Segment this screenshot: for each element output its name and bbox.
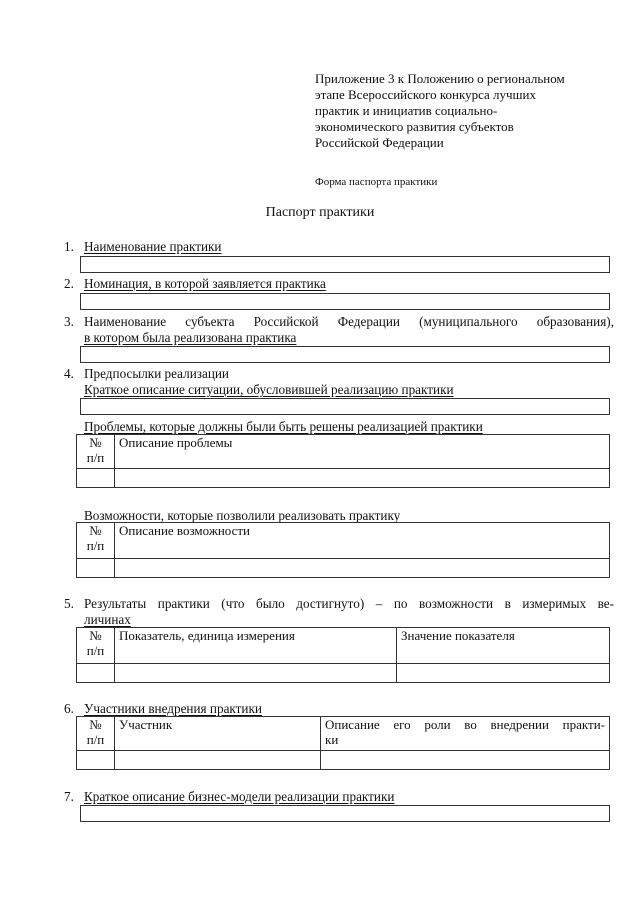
table-cell[interactable]	[321, 751, 610, 770]
column-header-opportunity: Описание возможности	[115, 523, 610, 559]
section-label: Номинация, в которой заявляется практика	[84, 276, 326, 291]
section-label: Краткое описание бизнес-модели реализации практики	[84, 789, 395, 804]
section-label: Участники внедрения практики	[84, 701, 262, 716]
section-1-field[interactable]	[80, 256, 610, 273]
section-4-field[interactable]	[80, 398, 610, 415]
section-3-heading	[64, 314, 614, 346]
table-cell[interactable]	[77, 664, 115, 683]
section-7-field[interactable]	[80, 805, 610, 822]
table-cell[interactable]	[115, 664, 397, 683]
column-header-number: № п/п	[77, 717, 115, 751]
section-4-sub1: Краткое описание ситуации, обусловившей реализацию практики	[84, 382, 454, 397]
column-header-value: Значение показателя	[397, 628, 610, 664]
column-header-role: Описание его роли во внедрении практи- ки	[321, 717, 610, 751]
section-7-heading	[64, 789, 394, 805]
header-line: этапе Всероссийского конкурса лучших	[315, 87, 537, 102]
results-table	[76, 627, 610, 683]
section-label-line2: в котором была реализована практика	[84, 330, 297, 345]
section-2-field[interactable]	[80, 293, 610, 310]
section-number: 1.	[64, 239, 74, 254]
section-label-line2: личинах	[84, 612, 131, 627]
section-4-heading	[64, 366, 229, 382]
section-number: 4.	[64, 366, 74, 381]
section-label-line1: Результаты практики (что было достигнуто) – по возможности в измеримых ве-	[84, 596, 614, 611]
section-label-line1: Наименование субъекта Российской Федерации (муниципального образования),	[84, 314, 614, 329]
column-header-number: № п/п	[77, 628, 115, 664]
section-2-heading	[64, 276, 326, 292]
section-6-heading	[64, 701, 262, 717]
section-number: 2.	[64, 276, 74, 291]
section-number: 6.	[64, 701, 74, 716]
page-title: Паспорт практики	[265, 205, 375, 220]
section-4-sub3: Возможности, которые позволили реализовать практику	[84, 508, 401, 523]
column-header-indicator: Показатель, единица измерения	[115, 628, 397, 664]
table-cell[interactable]	[77, 559, 115, 578]
header-line: Приложение 3 к Положению о региональном	[315, 71, 565, 86]
column-header-participant: Участник	[115, 717, 321, 751]
column-header-number: № п/п	[77, 435, 115, 469]
header-line: практик и инициатив социально-	[315, 103, 498, 118]
table-cell[interactable]	[397, 664, 610, 683]
table-cell[interactable]	[77, 469, 115, 488]
table-cell[interactable]	[115, 559, 610, 578]
section-1-heading	[64, 239, 221, 255]
column-header-problem: Описание проблемы	[115, 435, 610, 469]
section-number: 7.	[64, 789, 74, 804]
section-3-field[interactable]	[80, 346, 610, 363]
header-line: Российской Федерации	[315, 135, 444, 150]
section-number: 5.	[64, 596, 74, 611]
appendix-header	[315, 71, 615, 151]
header-line: экономического развития субъектов	[315, 119, 514, 134]
table-cell[interactable]	[115, 751, 321, 770]
table-cell[interactable]	[77, 751, 115, 770]
column-header-number: № п/п	[77, 523, 115, 559]
section-number: 3.	[64, 314, 74, 329]
table-cell[interactable]	[115, 469, 610, 488]
section-label: Предпосылки реализации	[84, 366, 229, 381]
section-4-sub2: Проблемы, которые должны были быть решены реализацией практики	[84, 419, 483, 434]
problems-table	[76, 434, 610, 488]
opportunities-table	[76, 522, 610, 578]
section-5-heading	[64, 596, 614, 628]
section-label: Наименование практики	[84, 239, 222, 254]
form-label: Форма паспорта практики	[315, 176, 438, 188]
participants-table	[76, 716, 610, 770]
